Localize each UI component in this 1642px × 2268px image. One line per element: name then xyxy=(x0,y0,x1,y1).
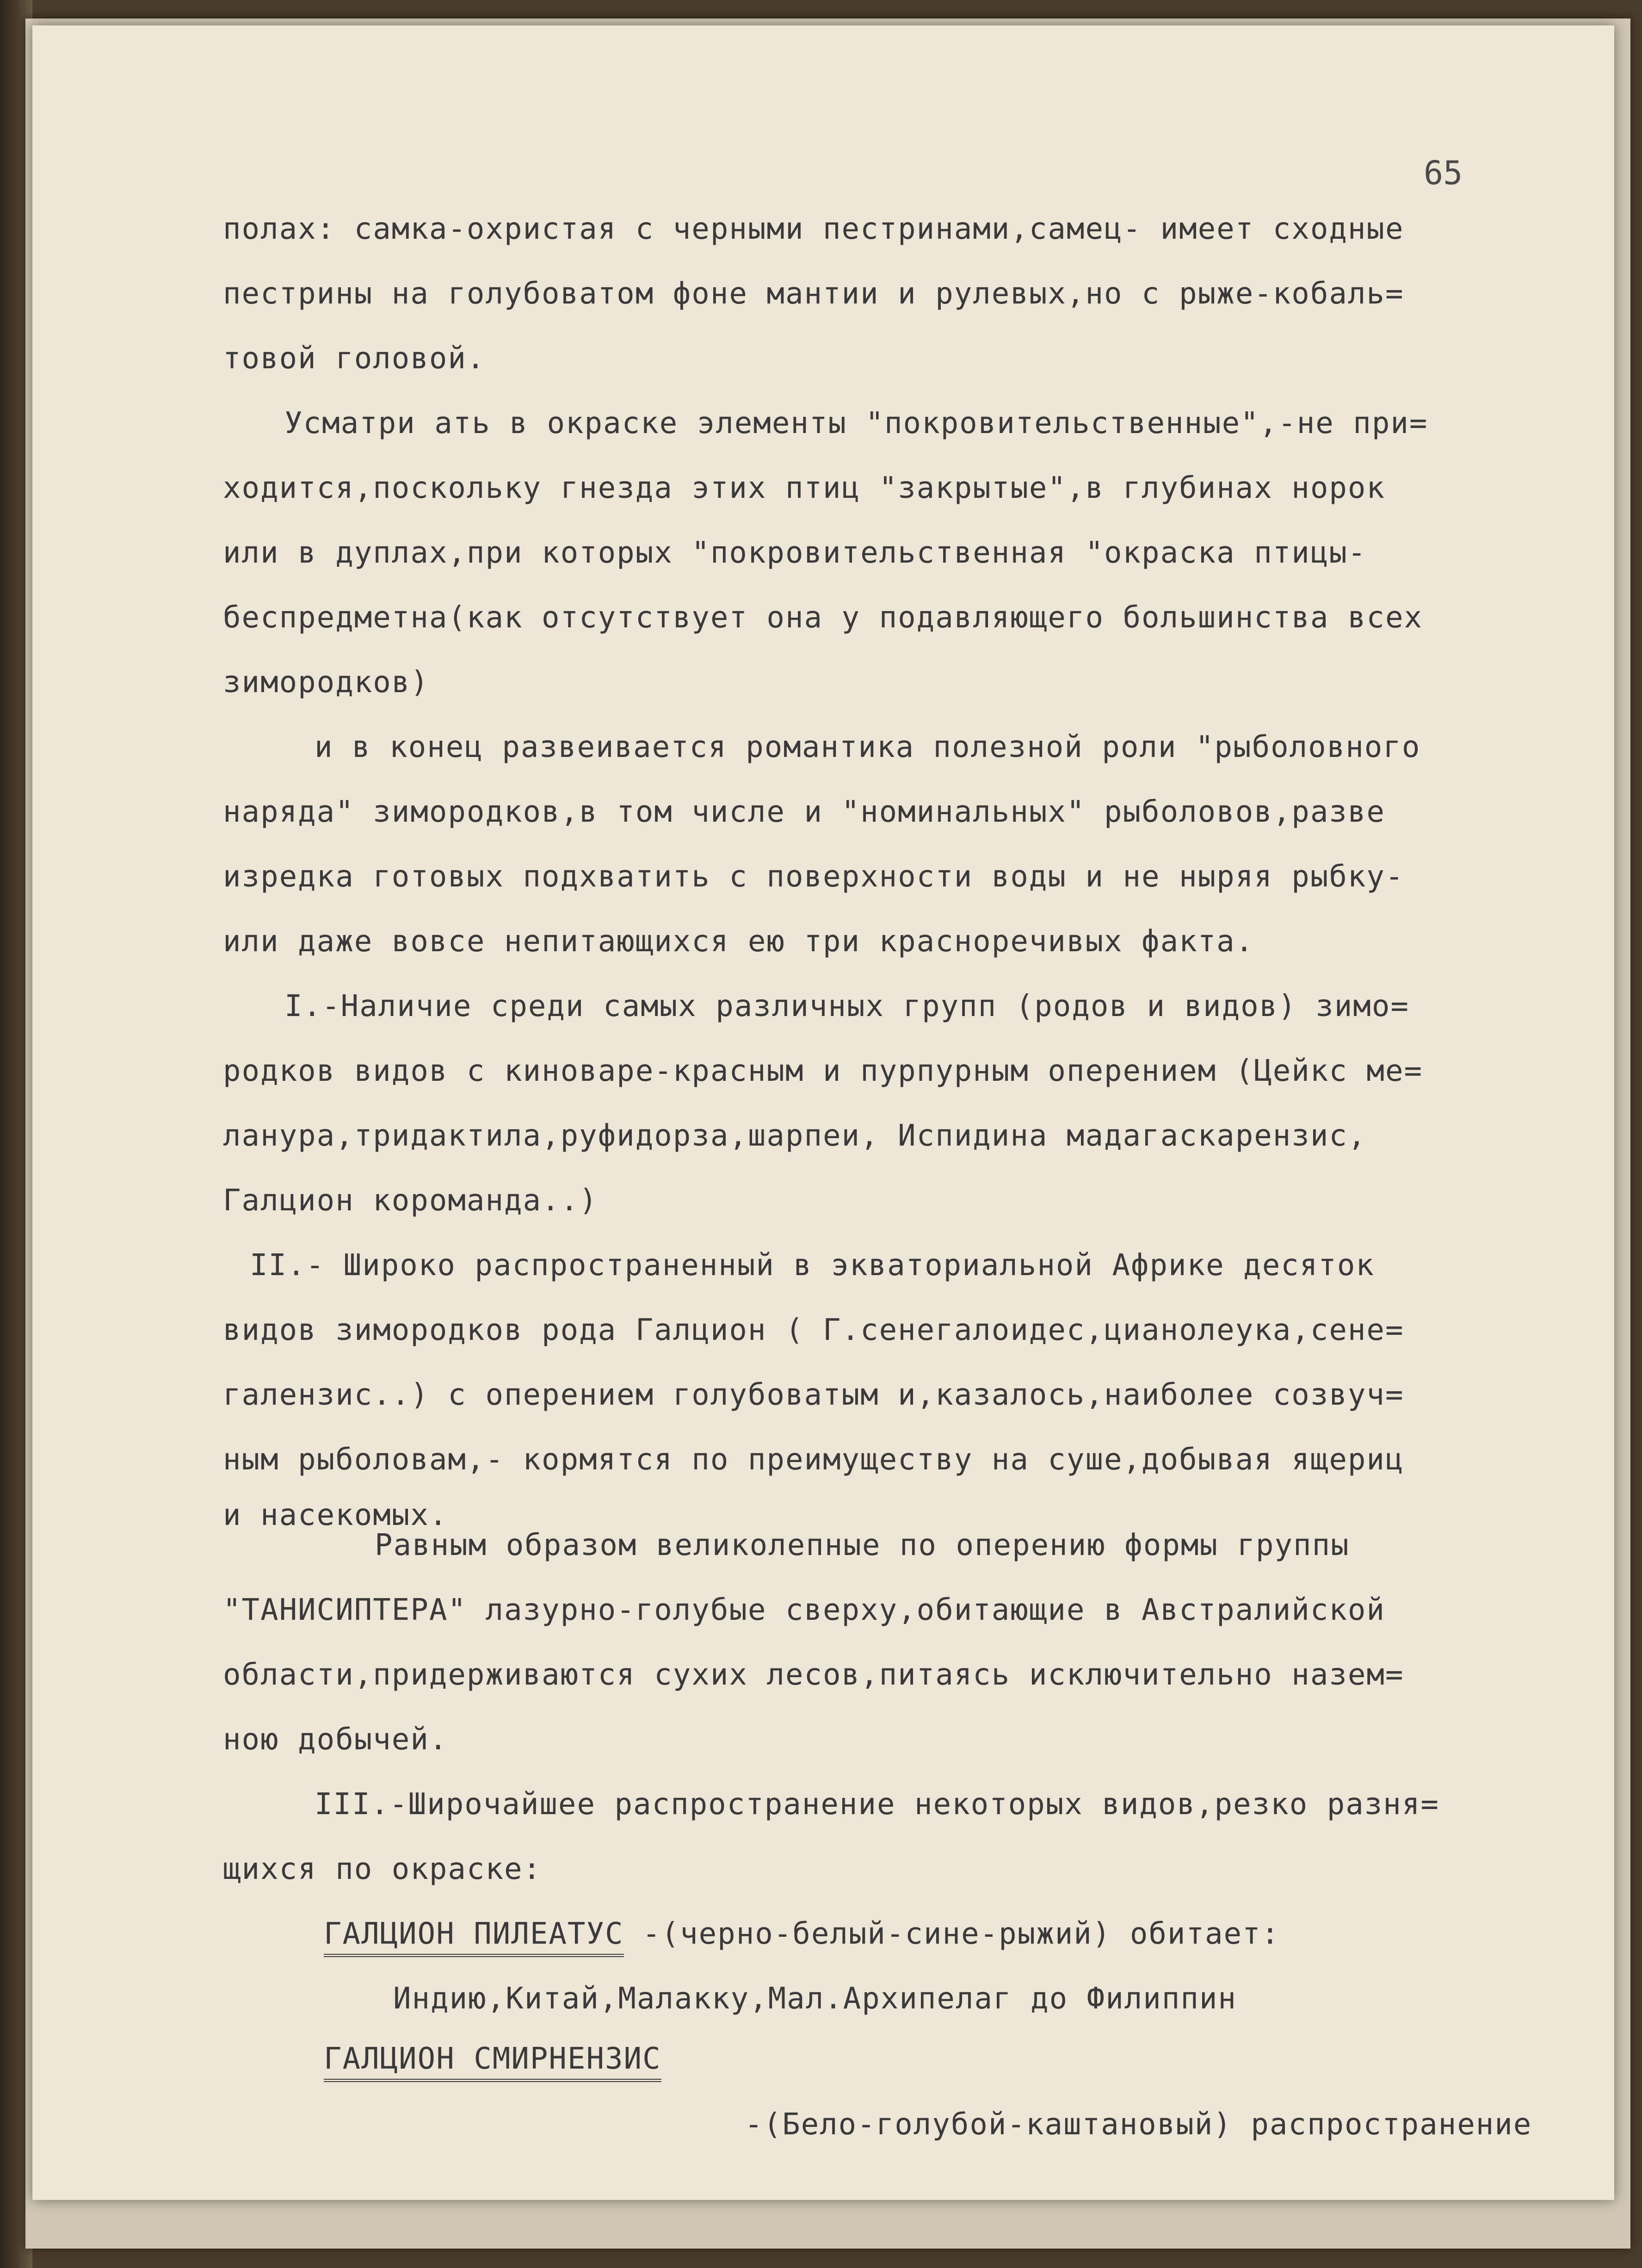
text-line: Равным образом великолепные по оперению формы группы xyxy=(375,1528,1350,1562)
text-line: полах: самка-охристая с черными пестринами,самец- имеет сходные xyxy=(223,212,1404,246)
text-line: ною добычей. xyxy=(223,1723,448,1757)
species-name-pileatus: ГАЛЦИОН ПИЛЕАТУС xyxy=(324,1917,624,1957)
text-line: родков видов с киноваре-красным и пурпурным оперением (Цейкс ме= xyxy=(223,1054,1423,1088)
text-line: или в дуплах,при которых "покровительственная "окраска птицы- xyxy=(223,536,1367,570)
text-line: галензис..) с оперением голубоватым и,казалось,наиболее созвуч= xyxy=(223,1378,1404,1412)
text-line: -(Бело-голубой-каштановый) распространение xyxy=(745,2107,1532,2142)
text-line: или даже вовсе непитающихся ею три красноречивых факта. xyxy=(223,924,1254,959)
species-name-smyrnensis: ГАЛЦИОН СМИРНЕНЗИС xyxy=(324,2042,661,2082)
text-line: щихся по окраске: xyxy=(223,1852,542,1886)
species-heading-line xyxy=(324,2042,661,2076)
text-line: и насекомых. xyxy=(223,1498,448,1532)
text-line: ным рыболовам,- кормятся по преимуществу на суше,добывая ящериц xyxy=(223,1443,1404,1477)
page-number: 65 xyxy=(1424,154,1463,192)
text-line: ходится,поскольку гнезда этих птиц "закрытые",в глубинах норок xyxy=(223,471,1385,505)
text-line: зимородков) xyxy=(223,665,429,700)
species-description: -(черно-белый-сине-рыжий) обитает: xyxy=(623,1917,1280,1951)
text-line: и в конец развеивается романтика полезной роли "рыболовного xyxy=(315,730,1421,764)
text-line: беспредметна(как отсутствует она у подавляющего большинства всех xyxy=(223,601,1423,635)
text-line: II.- Широко распространенный в экваториальной Африке десяток xyxy=(250,1248,1375,1283)
text-line: III.-Широчайшее распространение некоторых видов,резко разня= xyxy=(315,1787,1439,1822)
text-line: пестрины на голубоватом фоне мантии и рулевых,но с рыже-кобаль= xyxy=(223,277,1404,311)
text-line: Усматри ать в окраске элементы "покровительственные",-не при= xyxy=(284,406,1428,440)
species-heading-line xyxy=(324,1917,1280,1951)
text-line: "ТАНИСИПТЕРА" лазурно-голубые сверху,обитающие в Австралийской xyxy=(223,1593,1385,1627)
text-line: Галцион коромандa..) xyxy=(223,1184,598,1218)
text-line: Индию,Китай,Малакку,Мал.Архипелаг до Филиппин xyxy=(393,1982,1237,2016)
text-line: наряда" зимородков,в том числе и "номинальных" рыболовов,разве xyxy=(223,795,1385,829)
text-line: изредка готовых подхватить с поверхности воды и не ныряя рыбку- xyxy=(223,860,1404,894)
typewritten-page xyxy=(32,25,1614,2200)
text-line: товой головой. xyxy=(223,341,486,376)
text-line: области,придерживаются сухих лесов,питаясь исключительно назем= xyxy=(223,1658,1404,1692)
text-line: видов зимородков рода Галцион ( Г.сенегалоидес,цианолеука,сене= xyxy=(223,1313,1404,1347)
text-line: I.-Наличие среди самых различных групп (родов и видов) зимо= xyxy=(284,989,1409,1023)
text-line: лануpa,тридактила,руфидорза,шарпеи, Испидина мадагаскарензис, xyxy=(223,1119,1367,1153)
